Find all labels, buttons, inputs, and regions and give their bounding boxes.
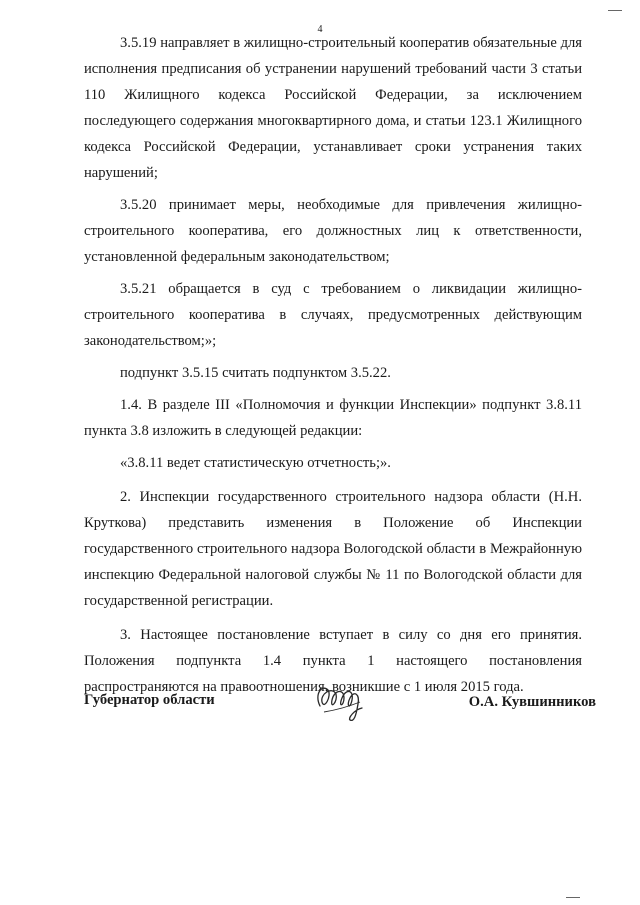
paragraph-1-4: 1.4. В разделе III «Полномочия и функции Инспекции» подпункт 3.8.11 пункта 3.8 изложить в следующей редакции:: [84, 397, 582, 439]
signature-block: [84, 690, 596, 720]
paragraph-3-5-19: 3.5.19 направляет в жилищно-строительный кооператив обязательные для исполнения предписания об устранении нарушений требований части 3 статьи 110 Жилищного кодекса Российской Федерации, за исключением последующего содержания многоквартирного дома, и статьи 123.1 Жилищного кодекса Российской Федерации, устанавливает сроки устранения таких нарушений;: [84, 35, 582, 181]
signatory-name: О.А. Кувшинников: [468, 694, 596, 710]
scan-mark-top-right: [608, 10, 622, 11]
paragraph-2: 2. Инспекции государственного строительного надзора области (Н.Н. Круткова) представить изменения в Положение об Инспекции государственного строительного надзора Вологодской области в Межрайонную инспекцию Федеральной налоговой службы № 11 по Вологодской области для государственной регистрации.: [84, 489, 582, 609]
paragraph-subpoint-renumber: подпункт 3.5.15 считать подпунктом 3.5.22.: [120, 365, 391, 381]
paragraph-3: 3. Настоящее постановление вступает в силу со дня его принятия. Положения подпункта 1.4 пункта 1 настоящего постановления распространяются на правоотношения, возникшие с 1 июля 2015 года.: [84, 627, 582, 695]
document-body: [84, 30, 582, 700]
signatory-title: Губернатор области: [84, 692, 215, 708]
handwritten-signature: [310, 676, 370, 728]
page-number: 4: [317, 24, 323, 35]
paragraph-3-8-11: «3.8.11 ведет статистическую отчетность;».: [120, 455, 391, 471]
paragraph-3-5-20: 3.5.20 принимает меры, необходимые для привлечения жилищно-строительного кооператива, его должностных лиц к ответственности, установленной федеральным законодательством;: [84, 197, 582, 265]
paragraph-3-5-21: 3.5.21 обращается в суд с требованием о ликвидации жилищно-строительного кооператива в случаях, предусмотренных действующим законодательством;»;: [84, 281, 582, 349]
scan-mark-bottom-right: [566, 897, 580, 898]
